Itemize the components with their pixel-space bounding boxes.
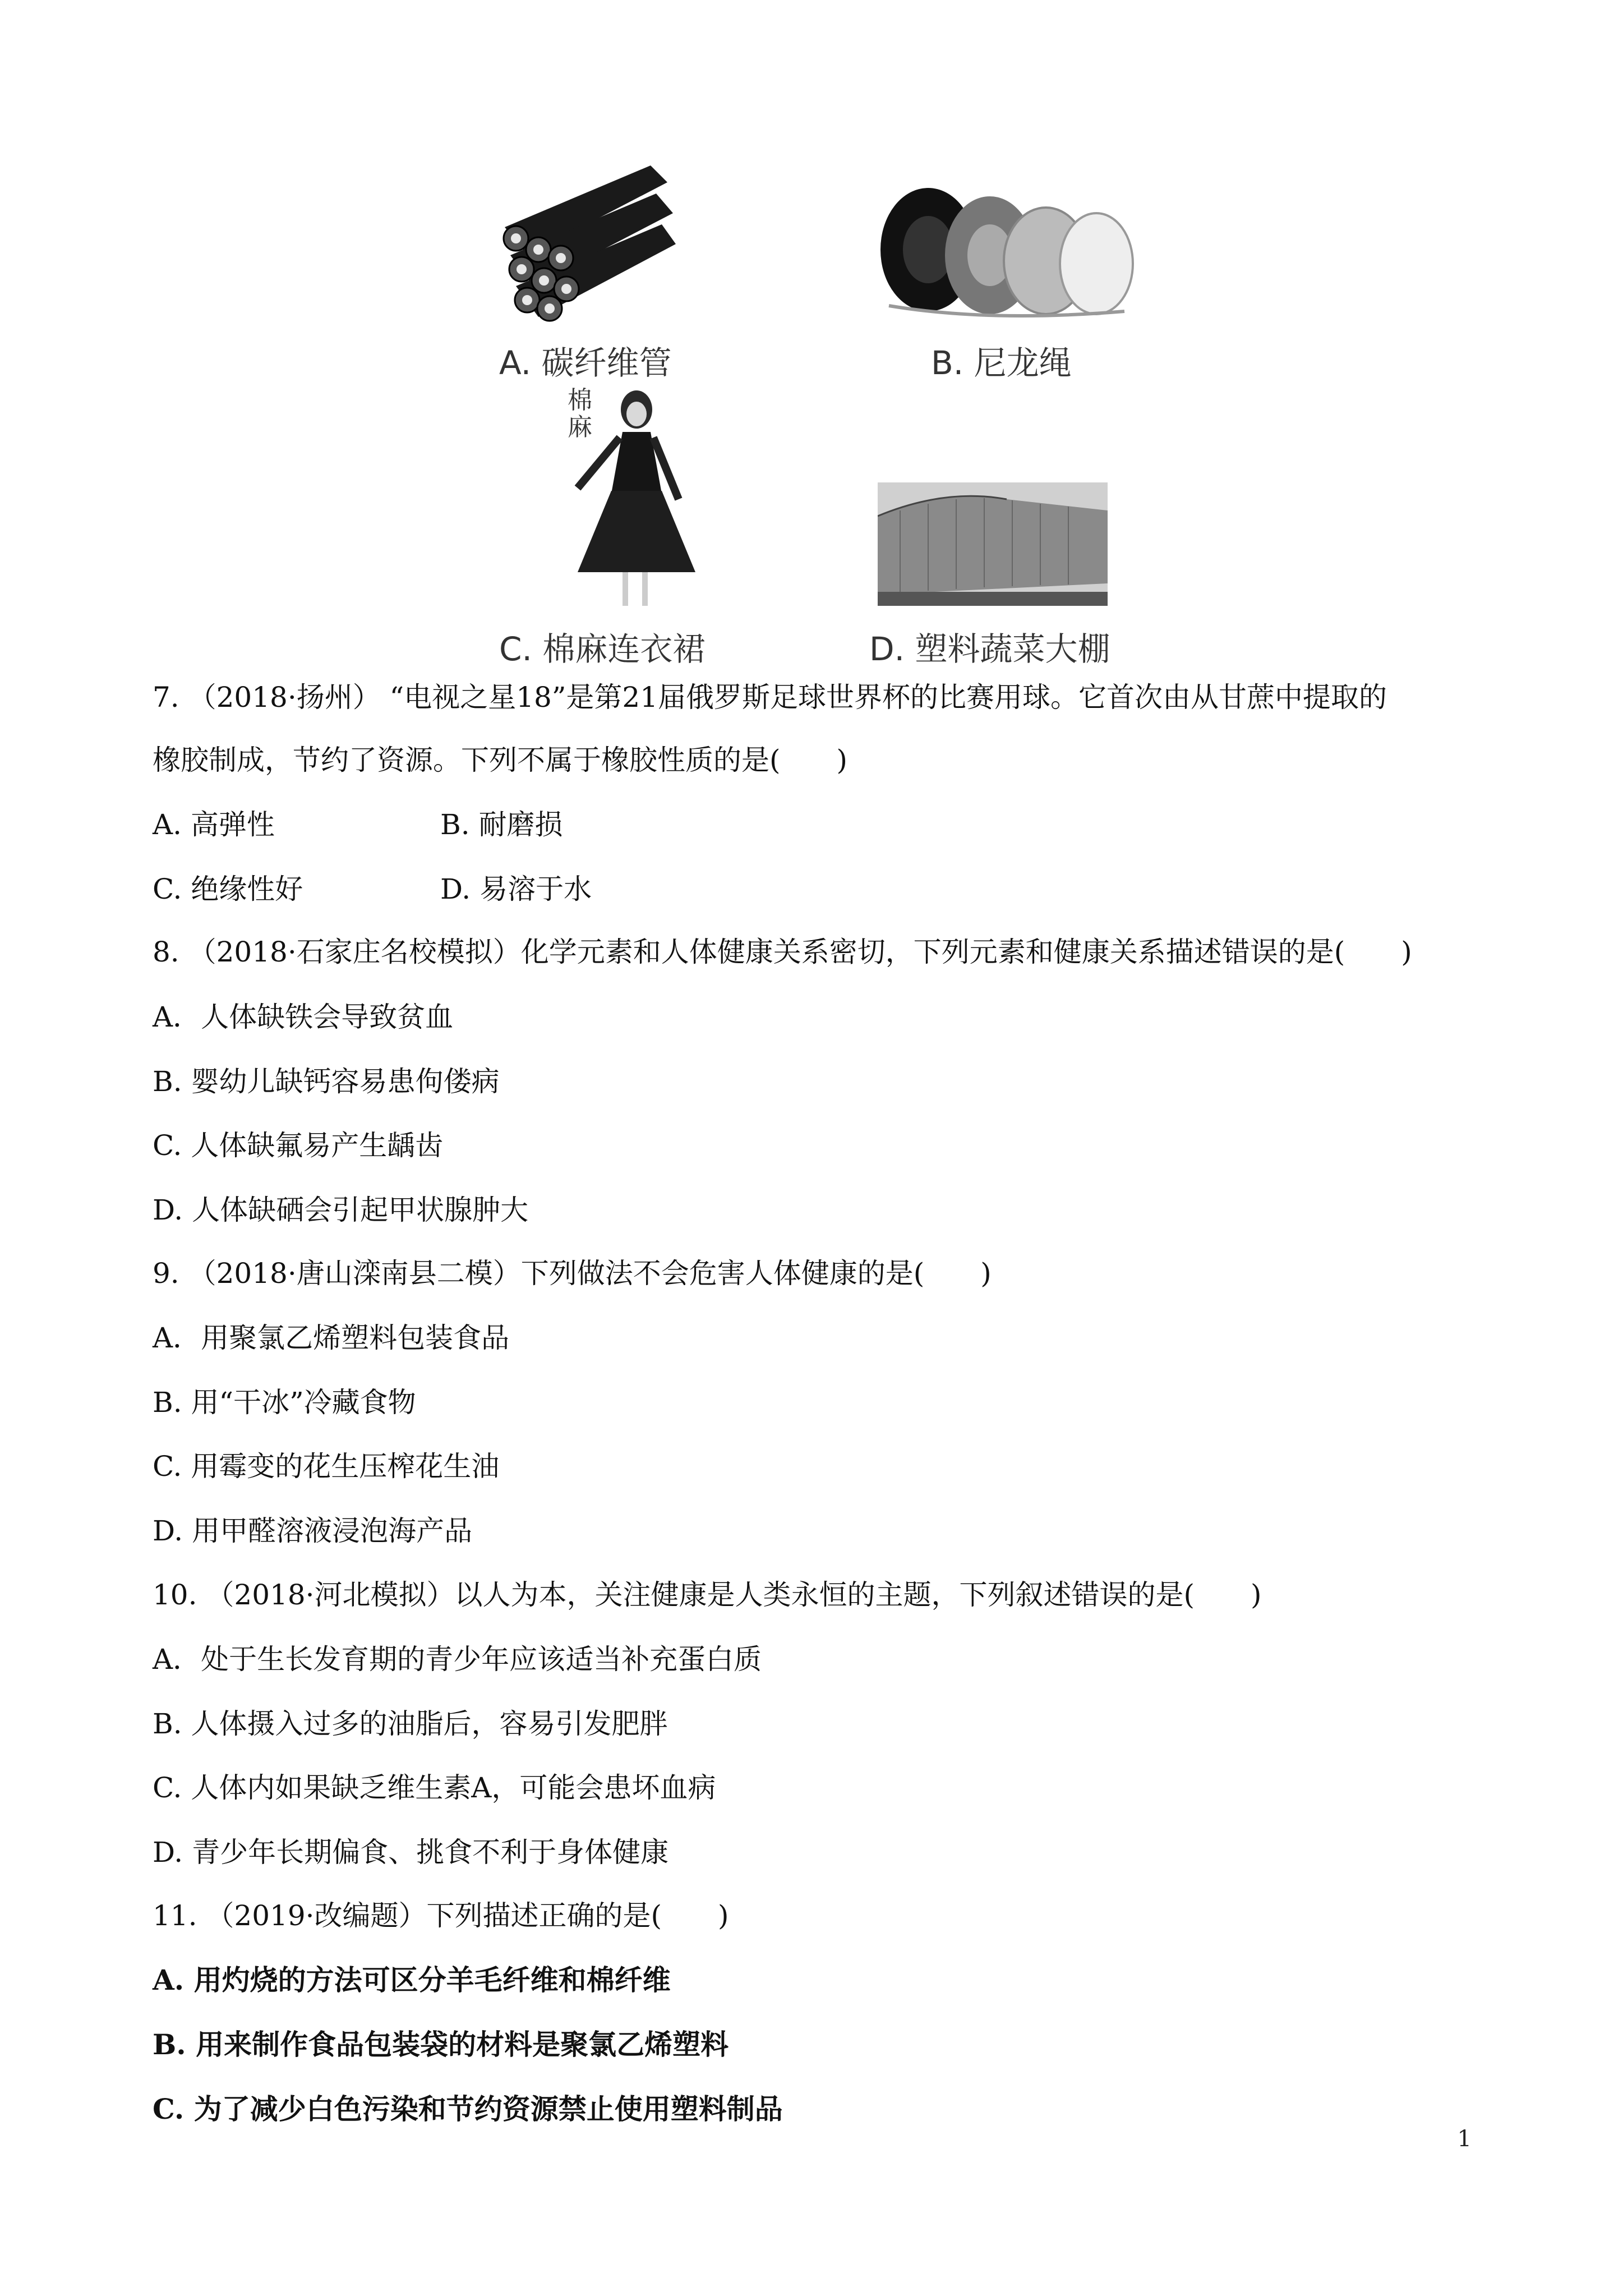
q7-option-d: D. 易溶于水 <box>440 873 592 905</box>
figure-c-caption: C. 棉麻连衣裙 <box>499 630 706 668</box>
q8-option-d: D. 人体缺硒会引起甲状腺肿大 <box>153 1194 529 1226</box>
figure-d-caption: D. 塑料蔬菜大棚 <box>869 630 1110 668</box>
q8-stem: 8. （2018·石家庄名校模拟）化学元素和人体健康关系密切，下列元素和健康关系描述错误的是( ) <box>153 936 1412 968</box>
page-number: 1 <box>1457 2126 1472 2152</box>
nylon-rope-image <box>878 171 1136 323</box>
q11-option-b: B. 用来制作食品包装袋的材料是聚氯乙烯塑料 <box>153 2028 729 2061</box>
figure-b-caption: B. 尼龙绳 <box>931 344 1072 382</box>
linen-dress-image <box>550 387 718 611</box>
q7-line1: 7. （2018·扬州） “电视之星18”是第21届俄罗斯足球世界杯的比赛用球。它首次由从甘蔗中提取的 <box>153 681 1387 714</box>
q9-option-b: B. 用“干冰”冷藏食物 <box>153 1386 416 1419</box>
q7-option-c: C. 绝缘性好 <box>153 873 303 905</box>
q10-option-c: C. 人体内如果缺乏维生素A，可能会患坏血病 <box>153 1772 716 1804</box>
q10-option-d: D. 青少年长期偏食、挑食不利于身体健康 <box>153 1836 669 1869</box>
q9-option-d: D. 用甲醛溶液浸泡海产品 <box>153 1515 473 1547</box>
q7-line2: 橡胶制成，节约了资源。下列不属于橡胶性质的是( ) <box>153 744 848 776</box>
q9-option-c: C. 用霉变的花生压榨花生油 <box>153 1450 500 1483</box>
figure-c-tag: 棉 麻 <box>568 386 592 442</box>
q11-stem: 11. （2019·改编题）下列描述正确的是( ) <box>153 1899 729 1932</box>
q9-option-a: A．用聚氯乙烯塑料包装食品 <box>153 1322 510 1354</box>
q8-option-a: A．人体缺铁会导致贫血 <box>153 1001 454 1033</box>
carbon-fiber-tube-image <box>494 160 679 328</box>
q10-option-b: B. 人体摄入过多的油脂后，容易引发肥胖 <box>153 1708 668 1740</box>
q7-option-a: A. 高弹性 <box>153 808 275 841</box>
q10-option-a: A．处于生长发育期的青少年应该适当补充蛋白质 <box>153 1643 762 1676</box>
greenhouse-image <box>878 482 1108 606</box>
q8-option-b: B. 婴幼儿缺钙容易患佝偻病 <box>153 1065 500 1098</box>
q8-option-c: C. 人体缺氟易产生龋齿 <box>153 1129 444 1162</box>
q11-option-c: C. 为了减少白色污染和节约资源禁止使用塑料制品 <box>153 2092 783 2125</box>
q9-stem: 9. （2018·唐山滦南县二模）下列做法不会危害人体健康的是( ) <box>153 1257 992 1290</box>
q11-option-a: A. 用灼烧的方法可区分羊毛纤维和棉纤维 <box>153 1963 671 1996</box>
q10-stem: 10. （2018·河北模拟）以人为本，关注健康是人类永恒的主题，下列叙述错误的是( ) <box>153 1579 1262 1611</box>
q7-option-b: B. 耐磨损 <box>440 808 563 841</box>
figure-a-caption: A. 碳纤维管 <box>499 344 672 382</box>
